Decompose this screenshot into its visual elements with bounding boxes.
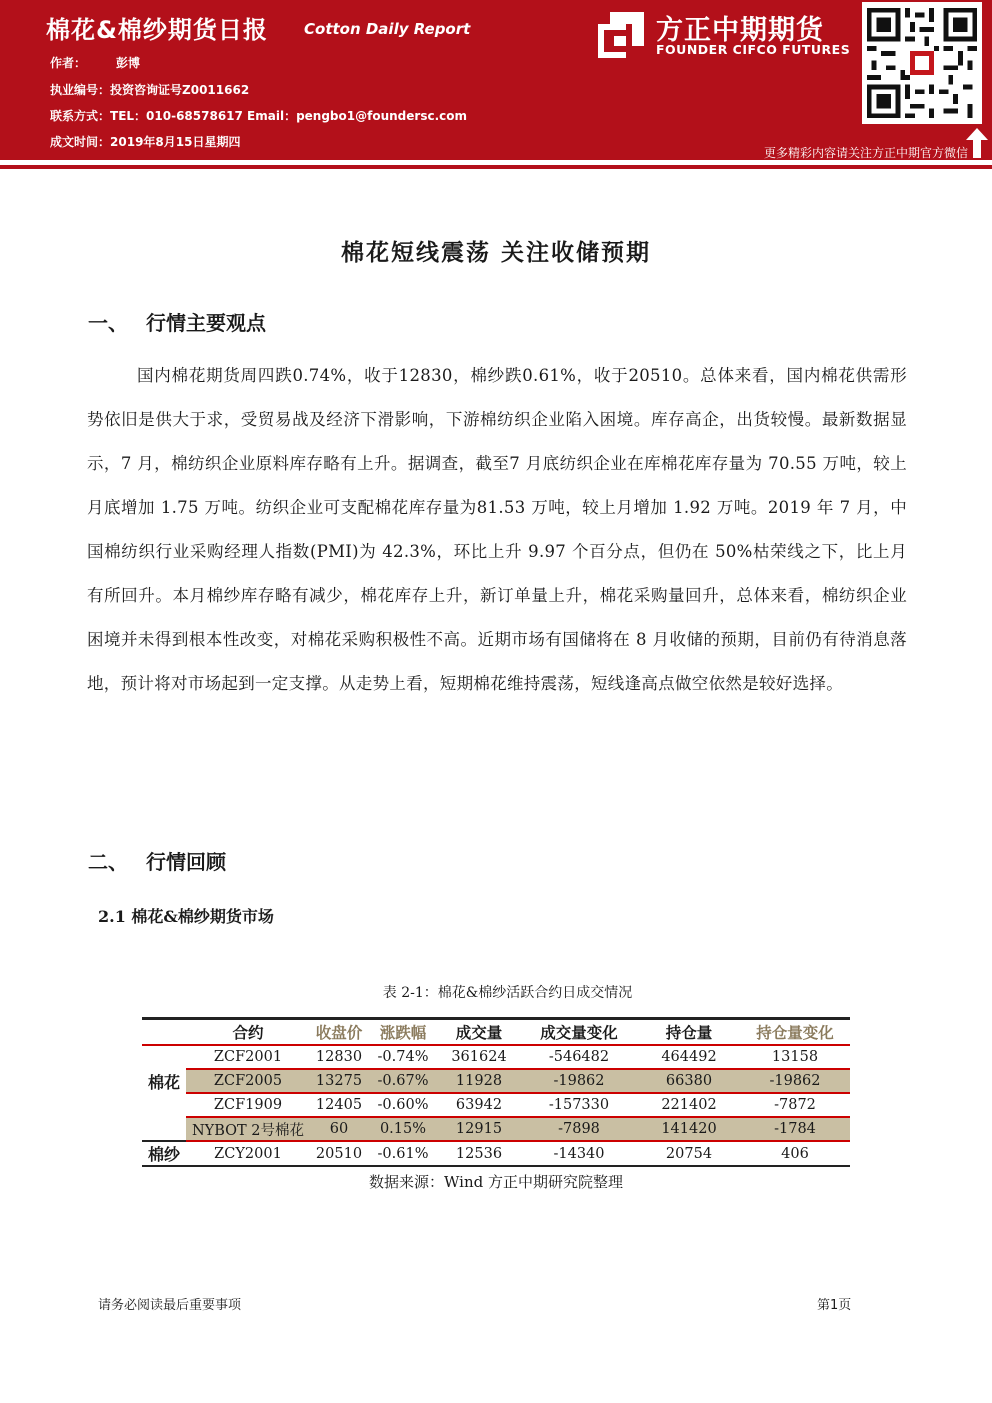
- footer-notice: 请务必阅读最后重要事项: [98, 1298, 242, 1313]
- header-oi-change: 持仓量变化: [740, 1019, 850, 1046]
- cell: 141420: [638, 1117, 740, 1141]
- author-label: 作者：: [50, 56, 87, 70]
- cell: -157330: [520, 1093, 638, 1117]
- header-divider: [0, 165, 992, 169]
- data-source: 数据来源：Wind 方正中期研究院整理: [369, 1173, 623, 1191]
- author-line: [50, 54, 140, 71]
- cell: 63942: [438, 1093, 520, 1117]
- header-volume-change: 成交量变化: [520, 1019, 638, 1046]
- section-heading-viewpoints: [88, 307, 266, 336]
- wechat-qr-code: [862, 2, 982, 124]
- cell: 12830: [310, 1045, 368, 1069]
- header-contract: 合约: [186, 1019, 310, 1046]
- cell: -0.67%: [368, 1069, 438, 1093]
- report-date: 2019年8月15日星期四: [110, 135, 241, 149]
- date-label: 成文时间：: [50, 135, 111, 149]
- contact-info: TEL：010-68578617 Email：pengbo1@foundersc.com: [110, 109, 467, 123]
- cell: 13275: [310, 1069, 368, 1093]
- cell: -19862: [740, 1069, 850, 1093]
- cell: 20510: [310, 1141, 368, 1166]
- header-open-interest: 持仓量: [638, 1019, 740, 1046]
- table-header-row: [142, 1019, 850, 1046]
- table-row: [142, 1093, 850, 1117]
- cell: 0.15%: [368, 1117, 438, 1141]
- table-caption: 表 2-1：棉花&棉纱活跃合约日成交情况: [382, 985, 633, 1001]
- section-title: 行情主要观点: [146, 311, 266, 335]
- cell: 221402: [638, 1093, 740, 1117]
- cell: 12536: [438, 1141, 520, 1166]
- up-arrow-icon: [966, 128, 988, 158]
- table-row: [142, 1141, 850, 1166]
- logo-chinese-name: 方正中期期货: [656, 15, 824, 46]
- cell: -0.60%: [368, 1093, 438, 1117]
- section-number: 一、: [88, 311, 128, 335]
- cell: -7898: [520, 1117, 638, 1141]
- section-title: 行情回顾: [146, 850, 226, 874]
- cell: [142, 1117, 186, 1141]
- logo-english-name: FOUNDER CIFCO FUTURES: [656, 42, 851, 57]
- cell: -19862: [520, 1069, 638, 1093]
- license-line: [50, 81, 249, 98]
- cell: -0.74%: [368, 1045, 438, 1069]
- cell: 464492: [638, 1045, 740, 1069]
- license-label: 执业编号：: [50, 83, 111, 97]
- cell: 13158: [740, 1045, 850, 1069]
- header-volume: 成交量: [438, 1019, 520, 1046]
- qr-code-icon: [862, 2, 982, 124]
- cell: 11928: [438, 1069, 520, 1093]
- license-number: 投资咨询证号Z0011662: [110, 83, 250, 97]
- cell: -546482: [520, 1045, 638, 1069]
- cell: -14340: [520, 1141, 638, 1166]
- table-row: [142, 1045, 850, 1069]
- cell: 12915: [438, 1117, 520, 1141]
- cell: -7872: [740, 1093, 850, 1117]
- cell: ZCF2001: [186, 1045, 310, 1069]
- contact-line: [50, 107, 467, 124]
- cell: 12405: [310, 1093, 368, 1117]
- cell: -0.61%: [368, 1141, 438, 1166]
- section-number: 二、: [88, 850, 128, 874]
- report-subtitle: Cotton Daily Report: [304, 20, 471, 38]
- cell: 20754: [638, 1141, 740, 1166]
- cell: 361624: [438, 1045, 520, 1069]
- cell: ZCF2005: [186, 1069, 310, 1093]
- logo-mark-icon: [598, 12, 644, 58]
- report-header: [0, 0, 992, 160]
- table-row: [142, 1069, 850, 1093]
- cell: ZCY2001: [186, 1141, 310, 1166]
- group-cotton: 棉花: [147, 1073, 180, 1092]
- date-line: [50, 133, 240, 150]
- page-number: 第1页: [817, 1298, 852, 1313]
- cell: 406: [740, 1141, 850, 1166]
- report-title: 棉花&棉纱期货日报: [46, 16, 268, 44]
- header-group: [142, 1019, 186, 1046]
- wechat-follow-text: 更多精彩内容请关注方正中期官方微信: [763, 146, 968, 160]
- futures-table: [142, 1017, 850, 1167]
- header-change: 涨跌幅: [368, 1019, 438, 1046]
- cell: NYBOT 2号棉花: [186, 1117, 310, 1141]
- header-close: 收盘价: [310, 1019, 368, 1046]
- table-row: [142, 1117, 850, 1141]
- subsection-heading: 2.1 棉花&棉纱期货市场: [98, 907, 274, 926]
- section-heading-review: [88, 846, 226, 875]
- cell: -1784: [740, 1117, 850, 1141]
- group-yarn: 棉纱: [142, 1141, 186, 1166]
- contact-label: 联系方式：: [50, 109, 111, 123]
- document-title: 棉花短线震荡 关注收储预期: [340, 239, 651, 266]
- cell: 66380: [638, 1069, 740, 1093]
- market-view-paragraph: 国内棉花期货周四跌0.74%，收于12830，棉纱跌0.61%，收于20510。总体来看，国内棉花供需形势依旧是供大于求，受贸易战及经济下滑影响，下游棉纺织企业陷入困境。库存高企，出货较慢。最新数据显示，7 月，棉纺织企业原料库存略有上升。据调查，截至7 月底纺织企业在库棉花库存量为 70.55 万吨，较上月底增加 1.75 万吨。纺织企业可支配棉花库存量为81.53 万吨，较上月增加 1.92 万吨。2019 年 7 月，中国棉纺织行业采购经理人指数(PMI)为 42.3%，环比上升 9.97 个百分点，但仍在 50%枯荣线之下，比上月有所回升。本月棉纱库存略有减少，棉花库存上升，新订单量上升，棉花采购量回升，总体来看，棉纺织企业困境并未得到根本性改变，对棉花采购积极性不高。近期市场有国储将在 8 月收储的预期，目前仍有待消息落地，预计将对市场起到一定支撑。从走势上看，短期棉花维持震荡，短线逢高点做空依然是较好选择。: [87, 366, 907, 693]
- cell: ZCF1909: [186, 1093, 310, 1117]
- author-name: 彭博: [116, 56, 141, 70]
- cell: 60: [310, 1117, 368, 1141]
